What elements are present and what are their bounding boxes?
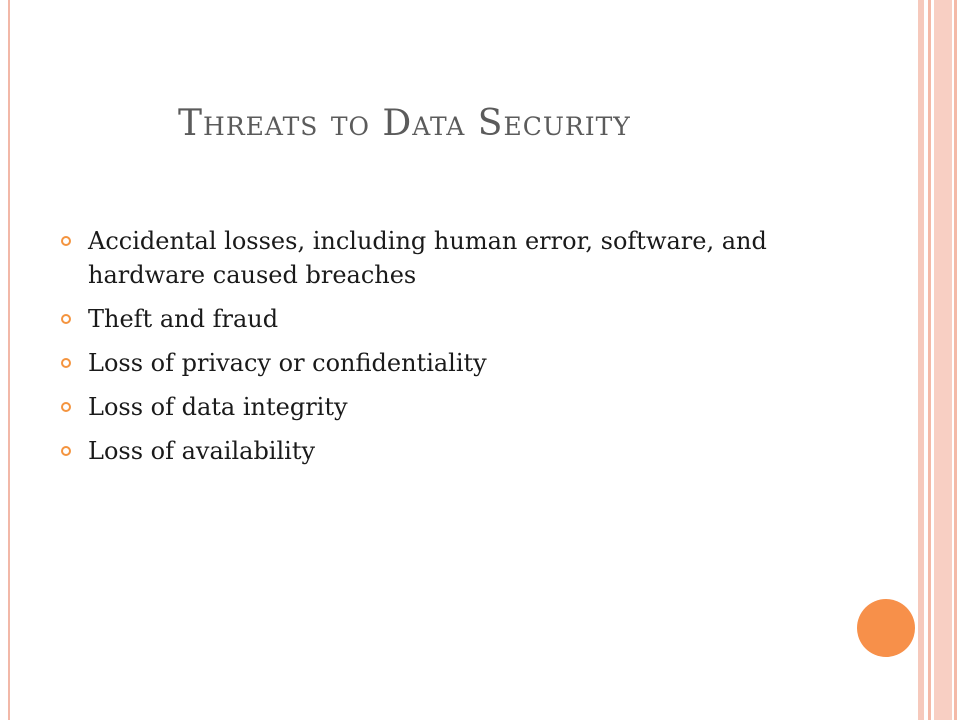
bullet-circle-icon bbox=[61, 236, 71, 246]
slide-title: Threats to Data Security bbox=[178, 103, 631, 144]
bullet-text: Theft and fraud bbox=[88, 305, 279, 333]
bullet-text: Accidental losses, including human error, software, and hardware caused breaches bbox=[88, 227, 767, 289]
bullet-item bbox=[58, 224, 858, 292]
bullet-item bbox=[58, 302, 858, 336]
left-border-rule bbox=[8, 0, 10, 720]
right-stripe bbox=[954, 0, 957, 720]
right-stripe bbox=[934, 0, 952, 720]
bullet-list bbox=[58, 224, 858, 478]
bullet-item bbox=[58, 346, 858, 380]
bullet-circle-icon bbox=[61, 314, 71, 324]
right-stripe bbox=[928, 0, 931, 720]
bullet-item bbox=[58, 390, 858, 424]
bullet-circle-icon bbox=[61, 402, 71, 412]
right-stripe bbox=[918, 0, 924, 720]
orange-circle-decoration-icon bbox=[857, 599, 915, 657]
bullet-text: Loss of privacy or confidentiality bbox=[88, 349, 487, 377]
bullet-item bbox=[58, 434, 858, 468]
bullet-text: Loss of availability bbox=[88, 437, 316, 465]
bullet-circle-icon bbox=[61, 446, 71, 456]
bullet-circle-icon bbox=[61, 358, 71, 368]
bullet-text: Loss of data integrity bbox=[88, 393, 348, 421]
